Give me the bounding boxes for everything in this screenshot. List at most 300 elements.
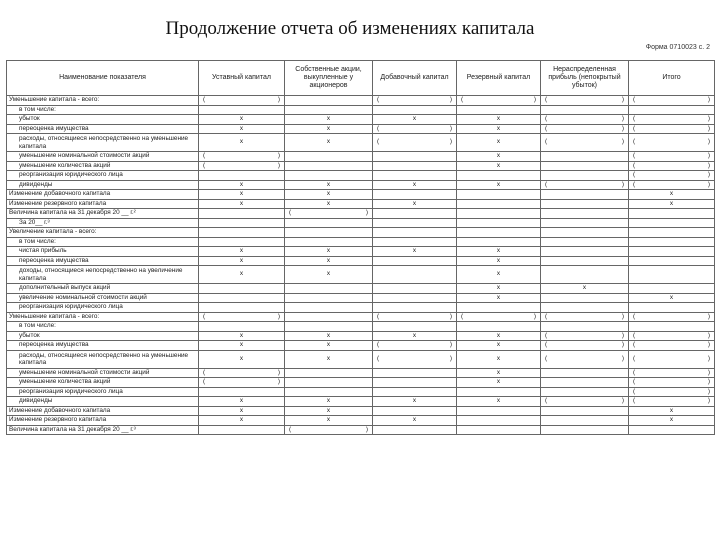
table-cell[interactable] xyxy=(541,293,629,303)
table-cell[interactable] xyxy=(541,312,629,322)
row-label: Увеличение капитала - всего: xyxy=(7,228,199,238)
parenthesis-placeholder: ( ) xyxy=(545,341,624,349)
table-cell[interactable] xyxy=(541,190,629,200)
table-cell[interactable]: x xyxy=(285,247,373,257)
table-cell[interactable] xyxy=(285,171,373,181)
table-cell[interactable] xyxy=(629,237,715,247)
table-cell[interactable]: x xyxy=(457,247,541,257)
table-cell[interactable] xyxy=(457,425,541,435)
table-cell[interactable] xyxy=(457,416,541,426)
table-cell[interactable] xyxy=(541,247,629,257)
table-cell[interactable] xyxy=(285,378,373,388)
row-label: Изменение резервного капитала xyxy=(7,199,199,209)
table-cell[interactable] xyxy=(457,209,541,219)
table-cell[interactable]: x xyxy=(285,256,373,266)
table-cell[interactable] xyxy=(285,368,373,378)
table-row xyxy=(7,190,715,200)
table-cell[interactable] xyxy=(373,134,457,152)
page-title: Продолжение отчета об изменениях капитала xyxy=(165,18,535,39)
table-cell[interactable] xyxy=(629,378,715,388)
parenthesis-placeholder: ( ) xyxy=(377,124,452,132)
table-cell[interactable] xyxy=(541,209,629,219)
table-cell[interactable]: x xyxy=(285,406,373,416)
table-cell[interactable] xyxy=(373,406,457,416)
parenthesis-placeholder: ( ) xyxy=(377,96,452,104)
table-row xyxy=(7,341,715,351)
table-cell[interactable] xyxy=(541,416,629,426)
row-label: Величина капитала на 31 декабря 20 __ г.³ xyxy=(7,425,199,435)
parenthesis-placeholder: ( ) xyxy=(461,96,536,104)
table-cell[interactable]: x xyxy=(285,331,373,341)
table-cell[interactable]: x xyxy=(373,331,457,341)
parenthesis-placeholder: ( ) xyxy=(545,115,624,123)
table-cell[interactable]: x xyxy=(199,115,285,125)
table-cell[interactable] xyxy=(541,124,629,134)
table-cell[interactable]: x xyxy=(629,416,715,426)
table-cell[interactable] xyxy=(285,312,373,322)
parenthesis-placeholder: ( ) xyxy=(633,354,710,362)
parenthesis-placeholder: ( ) xyxy=(633,124,710,132)
parenthesis-placeholder: ( ) xyxy=(377,354,452,362)
table-cell[interactable]: x xyxy=(285,397,373,407)
parenthesis-placeholder: ( ) xyxy=(203,312,280,320)
table-cell[interactable]: x xyxy=(541,284,629,294)
row-label: убыток xyxy=(7,331,199,341)
table-cell[interactable] xyxy=(541,387,629,397)
table-cell[interactable]: x xyxy=(457,350,541,368)
table-cell[interactable]: x xyxy=(199,124,285,134)
column-header: Нераспределенная прибыль (непокрытый убыток) xyxy=(541,61,629,96)
table-cell[interactable] xyxy=(541,266,629,284)
table-cell[interactable] xyxy=(457,190,541,200)
table-cell[interactable] xyxy=(457,303,541,313)
row-label: в том числе: xyxy=(7,105,199,115)
parenthesis-placeholder: ( ) xyxy=(545,124,624,132)
table-cell[interactable] xyxy=(541,105,629,115)
table-row xyxy=(7,209,715,219)
table-cell[interactable] xyxy=(541,180,629,190)
table-cell[interactable] xyxy=(373,378,457,388)
table-cell[interactable] xyxy=(541,171,629,181)
table-cell[interactable]: x xyxy=(457,152,541,162)
row-label: уменьшение количества акций xyxy=(7,378,199,388)
table-cell[interactable] xyxy=(457,312,541,322)
table-cell[interactable]: x xyxy=(457,115,541,125)
table-cell[interactable]: x xyxy=(199,397,285,407)
table-cell[interactable] xyxy=(373,190,457,200)
table-cell[interactable]: x xyxy=(457,134,541,152)
row-label: Величина капитала на 31 декабря 20 __ г.² xyxy=(7,209,199,219)
table-cell[interactable] xyxy=(541,228,629,238)
table-cell[interactable]: x xyxy=(285,266,373,284)
row-label: реорганизация юридического лица xyxy=(7,387,199,397)
table-cell[interactable] xyxy=(199,171,285,181)
table-cell[interactable] xyxy=(373,341,457,351)
table-cell[interactable]: x xyxy=(457,161,541,171)
row-label: Изменение резервного капитала xyxy=(7,416,199,426)
table-cell[interactable] xyxy=(373,284,457,294)
parenthesis-placeholder: ( ) xyxy=(633,138,710,146)
parenthesis-placeholder: ( ) xyxy=(633,331,710,339)
parenthesis-placeholder: ( ) xyxy=(633,387,710,395)
table-cell[interactable]: x xyxy=(199,190,285,200)
table-cell[interactable] xyxy=(541,96,629,106)
table-cell[interactable] xyxy=(457,228,541,238)
parenthesis-placeholder: ( ) xyxy=(545,354,624,362)
table-cell[interactable] xyxy=(373,387,457,397)
table-cell[interactable] xyxy=(285,387,373,397)
table-row xyxy=(7,387,715,397)
row-label: дивиденды xyxy=(7,180,199,190)
parenthesis-placeholder: ( ) xyxy=(377,312,452,320)
row-label: дополнительный выпуск акций xyxy=(7,284,199,294)
table-cell[interactable] xyxy=(541,331,629,341)
table-cell[interactable] xyxy=(629,105,715,115)
table-cell[interactable] xyxy=(285,209,373,219)
table-cell[interactable]: x xyxy=(373,199,457,209)
table-row xyxy=(7,228,715,238)
column-header: Уставный капитал xyxy=(199,61,285,96)
parenthesis-placeholder: ( ) xyxy=(633,368,710,376)
column-header: Резервный капитал xyxy=(457,61,541,96)
table-cell[interactable] xyxy=(199,322,285,332)
parenthesis-placeholder: ( ) xyxy=(289,209,368,217)
table-cell[interactable] xyxy=(199,105,285,115)
table-cell[interactable]: x xyxy=(373,180,457,190)
table-cell[interactable] xyxy=(199,293,285,303)
table-row xyxy=(7,303,715,313)
table-cell[interactable] xyxy=(629,134,715,152)
table-cell[interactable] xyxy=(541,303,629,313)
row-label: доходы, относящиеся непосредственно на увеличение капитала xyxy=(7,266,199,284)
table-cell[interactable] xyxy=(629,209,715,219)
table-cell[interactable] xyxy=(629,266,715,284)
table-cell[interactable] xyxy=(629,331,715,341)
table-row xyxy=(7,425,715,435)
row-label: переоценка имущества xyxy=(7,124,199,134)
column-header: Добавочный капитал xyxy=(373,61,457,96)
table-cell[interactable] xyxy=(457,322,541,332)
table-row xyxy=(7,134,715,152)
table-cell[interactable] xyxy=(629,247,715,257)
table-cell[interactable] xyxy=(541,256,629,266)
table-cell[interactable]: x xyxy=(285,134,373,152)
table-cell[interactable]: x xyxy=(285,199,373,209)
table-cell[interactable]: x xyxy=(199,134,285,152)
table-cell[interactable] xyxy=(457,96,541,106)
table-cell[interactable]: x xyxy=(373,416,457,426)
table-cell[interactable] xyxy=(373,350,457,368)
table-cell[interactable] xyxy=(373,171,457,181)
table-row xyxy=(7,350,715,368)
table-cell[interactable]: x xyxy=(199,350,285,368)
table-cell[interactable]: x xyxy=(199,416,285,426)
table-cell[interactable]: x xyxy=(285,124,373,134)
table-cell[interactable] xyxy=(629,284,715,294)
table-cell[interactable] xyxy=(199,228,285,238)
table-cell[interactable]: x xyxy=(457,124,541,134)
row-label: дивиденды xyxy=(7,397,199,407)
parenthesis-placeholder: ( ) xyxy=(377,341,452,349)
table-cell[interactable] xyxy=(541,134,629,152)
table-cell[interactable]: x xyxy=(285,190,373,200)
table-cell[interactable] xyxy=(373,303,457,313)
parenthesis-placeholder: ( ) xyxy=(545,331,624,339)
parenthesis-placeholder: ( ) xyxy=(203,161,280,169)
table-cell[interactable] xyxy=(457,387,541,397)
table-cell[interactable]: x xyxy=(199,180,285,190)
row-label: переоценка имущества xyxy=(7,256,199,266)
parenthesis-placeholder: ( ) xyxy=(633,341,710,349)
parenthesis-placeholder: ( ) xyxy=(633,312,710,320)
table-cell[interactable] xyxy=(629,312,715,322)
table-cell[interactable] xyxy=(629,171,715,181)
table-cell[interactable] xyxy=(285,303,373,313)
table-cell[interactable] xyxy=(629,368,715,378)
table-row xyxy=(7,266,715,284)
table-cell[interactable] xyxy=(373,218,457,228)
table-cell[interactable]: x xyxy=(199,341,285,351)
table-cell[interactable] xyxy=(629,322,715,332)
table-cell[interactable] xyxy=(373,161,457,171)
table-cell[interactable] xyxy=(285,161,373,171)
table-row xyxy=(7,293,715,303)
table-cell[interactable]: x xyxy=(457,284,541,294)
table-cell[interactable] xyxy=(457,218,541,228)
table-cell[interactable] xyxy=(373,237,457,247)
table-cell[interactable]: x xyxy=(199,266,285,284)
table-cell[interactable]: x xyxy=(457,368,541,378)
table-cell[interactable] xyxy=(373,209,457,219)
table-cell[interactable]: x xyxy=(199,331,285,341)
table-cell[interactable] xyxy=(373,368,457,378)
table-row xyxy=(7,416,715,426)
table-cell[interactable] xyxy=(285,228,373,238)
table-cell[interactable] xyxy=(373,228,457,238)
table-cell[interactable]: x xyxy=(629,293,715,303)
table-cell[interactable]: x xyxy=(199,199,285,209)
table-cell[interactable]: x xyxy=(373,115,457,125)
table-cell[interactable] xyxy=(541,378,629,388)
table-cell[interactable]: x xyxy=(285,115,373,125)
table-cell[interactable] xyxy=(629,161,715,171)
table-cell[interactable] xyxy=(199,378,285,388)
table-cell[interactable] xyxy=(373,105,457,115)
parenthesis-placeholder: ( ) xyxy=(545,138,624,146)
table-cell[interactable] xyxy=(199,152,285,162)
table-cell[interactable] xyxy=(199,237,285,247)
capital-changes-table xyxy=(6,60,715,435)
table-cell[interactable] xyxy=(541,115,629,125)
table-cell[interactable] xyxy=(373,266,457,284)
parenthesis-placeholder: ( ) xyxy=(545,312,624,320)
table-cell[interactable] xyxy=(457,105,541,115)
table-row xyxy=(7,152,715,162)
table-cell[interactable] xyxy=(629,425,715,435)
table-cell[interactable] xyxy=(457,237,541,247)
table-cell[interactable] xyxy=(629,115,715,125)
table-cell[interactable] xyxy=(285,96,373,106)
parenthesis-placeholder: ( ) xyxy=(633,152,710,160)
table-row xyxy=(7,218,715,228)
table-cell[interactable]: x xyxy=(457,378,541,388)
table-cell[interactable] xyxy=(629,96,715,106)
parenthesis-placeholder: ( ) xyxy=(377,138,452,146)
row-label: Изменение добавочного капитала xyxy=(7,190,199,200)
table-cell[interactable] xyxy=(373,152,457,162)
row-label: расходы, относящиеся непосредственно на уменьшение капитала xyxy=(7,134,199,152)
row-label: уменьшение номинальной стоимости акций xyxy=(7,368,199,378)
table-row xyxy=(7,161,715,171)
table-cell[interactable]: x xyxy=(457,341,541,351)
table-cell[interactable] xyxy=(373,256,457,266)
table-cell[interactable] xyxy=(373,322,457,332)
table-cell[interactable]: x xyxy=(199,247,285,257)
table-cell[interactable] xyxy=(629,256,715,266)
table-cell[interactable]: x xyxy=(629,406,715,416)
table-cell[interactable] xyxy=(541,397,629,407)
table-cell[interactable] xyxy=(199,303,285,313)
table-cell[interactable] xyxy=(541,322,629,332)
table-cell[interactable] xyxy=(199,387,285,397)
table-cell[interactable] xyxy=(285,152,373,162)
table-cell[interactable] xyxy=(629,180,715,190)
table-cell[interactable] xyxy=(285,284,373,294)
table-cell[interactable] xyxy=(541,237,629,247)
table-cell[interactable]: x xyxy=(199,406,285,416)
table-row xyxy=(7,256,715,266)
table-cell[interactable] xyxy=(373,124,457,134)
table-row xyxy=(7,312,715,322)
table-cell[interactable] xyxy=(541,425,629,435)
table-cell[interactable] xyxy=(285,105,373,115)
table-cell[interactable] xyxy=(199,425,285,435)
table-cell[interactable] xyxy=(199,209,285,219)
column-header: Наименование показателя xyxy=(7,61,199,96)
table-cell[interactable]: x xyxy=(373,247,457,257)
table-cell[interactable] xyxy=(629,228,715,238)
table-cell[interactable] xyxy=(541,218,629,228)
table-cell[interactable] xyxy=(541,406,629,416)
table-cell[interactable] xyxy=(285,425,373,435)
table-cell[interactable]: x xyxy=(457,180,541,190)
table-cell[interactable] xyxy=(629,152,715,162)
table-cell[interactable] xyxy=(629,124,715,134)
parenthesis-placeholder: ( ) xyxy=(545,96,624,104)
parenthesis-placeholder: ( ) xyxy=(633,115,710,123)
column-header: Собственные акции, выкупленные у акционеров xyxy=(285,61,373,96)
table-cell[interactable]: x xyxy=(285,350,373,368)
table-cell[interactable] xyxy=(199,312,285,322)
table-cell[interactable] xyxy=(199,161,285,171)
table-cell[interactable] xyxy=(199,96,285,106)
table-row xyxy=(7,406,715,416)
table-row xyxy=(7,124,715,134)
form-code: Форма 0710023 с. 2 xyxy=(645,44,710,51)
table-cell[interactable]: x xyxy=(457,266,541,284)
table-cell[interactable] xyxy=(541,341,629,351)
parenthesis-placeholder: ( ) xyxy=(203,368,280,376)
row-label: Уменьшение капитала - всего: xyxy=(7,312,199,322)
table-cell[interactable] xyxy=(541,350,629,368)
table-cell[interactable]: x xyxy=(457,331,541,341)
table-cell[interactable] xyxy=(541,161,629,171)
table-row xyxy=(7,331,715,341)
table-cell[interactable]: x xyxy=(457,256,541,266)
table-cell[interactable] xyxy=(199,368,285,378)
parenthesis-placeholder: ( ) xyxy=(203,152,280,160)
table-cell[interactable] xyxy=(373,293,457,303)
table-cell[interactable]: x xyxy=(629,190,715,200)
row-label: За 20__ г.³ xyxy=(7,218,199,228)
table-cell[interactable] xyxy=(457,171,541,181)
table-cell[interactable] xyxy=(629,397,715,407)
table-cell[interactable]: x xyxy=(285,341,373,351)
table-cell[interactable] xyxy=(285,322,373,332)
table-cell[interactable]: x xyxy=(373,397,457,407)
table-cell[interactable] xyxy=(541,152,629,162)
row-label: реорганизация юридического лица xyxy=(7,171,199,181)
row-label: уменьшение номинальной стоимости акций xyxy=(7,152,199,162)
table-row xyxy=(7,368,715,378)
row-label: в том числе: xyxy=(7,322,199,332)
table-row xyxy=(7,105,715,115)
table-cell[interactable] xyxy=(285,293,373,303)
row-label: увеличение номинальной стоимости акций xyxy=(7,293,199,303)
table-cell[interactable]: x xyxy=(629,199,715,209)
table-cell[interactable]: x xyxy=(199,256,285,266)
table-body xyxy=(7,96,715,435)
table-cell[interactable] xyxy=(629,341,715,351)
parenthesis-placeholder: ( ) xyxy=(461,312,536,320)
table-cell[interactable] xyxy=(199,284,285,294)
table-cell[interactable] xyxy=(373,312,457,322)
table-cell[interactable] xyxy=(285,218,373,228)
table-cell[interactable] xyxy=(629,303,715,313)
table-row xyxy=(7,96,715,106)
table-cell[interactable] xyxy=(629,350,715,368)
table-row xyxy=(7,171,715,181)
table-cell[interactable] xyxy=(629,387,715,397)
table-cell[interactable] xyxy=(541,199,629,209)
table-cell[interactable] xyxy=(285,237,373,247)
table-cell[interactable]: x xyxy=(457,293,541,303)
table-cell[interactable] xyxy=(457,199,541,209)
parenthesis-placeholder: ( ) xyxy=(203,96,280,104)
table-cell[interactable] xyxy=(629,218,715,228)
table-cell[interactable] xyxy=(373,96,457,106)
row-label: убыток xyxy=(7,115,199,125)
table-cell[interactable] xyxy=(199,218,285,228)
parenthesis-placeholder: ( ) xyxy=(633,180,710,188)
table-cell[interactable]: x xyxy=(285,416,373,426)
table-row xyxy=(7,284,715,294)
table-cell[interactable] xyxy=(541,368,629,378)
parenthesis-placeholder: ( ) xyxy=(633,397,710,405)
parenthesis-placeholder: ( ) xyxy=(545,180,624,188)
row-label: чистая прибыль xyxy=(7,247,199,257)
row-label: переоценка имущества xyxy=(7,341,199,351)
table-row xyxy=(7,237,715,247)
table-cell[interactable] xyxy=(457,406,541,416)
table-cell[interactable] xyxy=(373,425,457,435)
table-cell[interactable]: x xyxy=(457,397,541,407)
table-cell[interactable]: x xyxy=(285,180,373,190)
table-row xyxy=(7,322,715,332)
row-label: в том числе: xyxy=(7,237,199,247)
table-row xyxy=(7,115,715,125)
table-row xyxy=(7,199,715,209)
